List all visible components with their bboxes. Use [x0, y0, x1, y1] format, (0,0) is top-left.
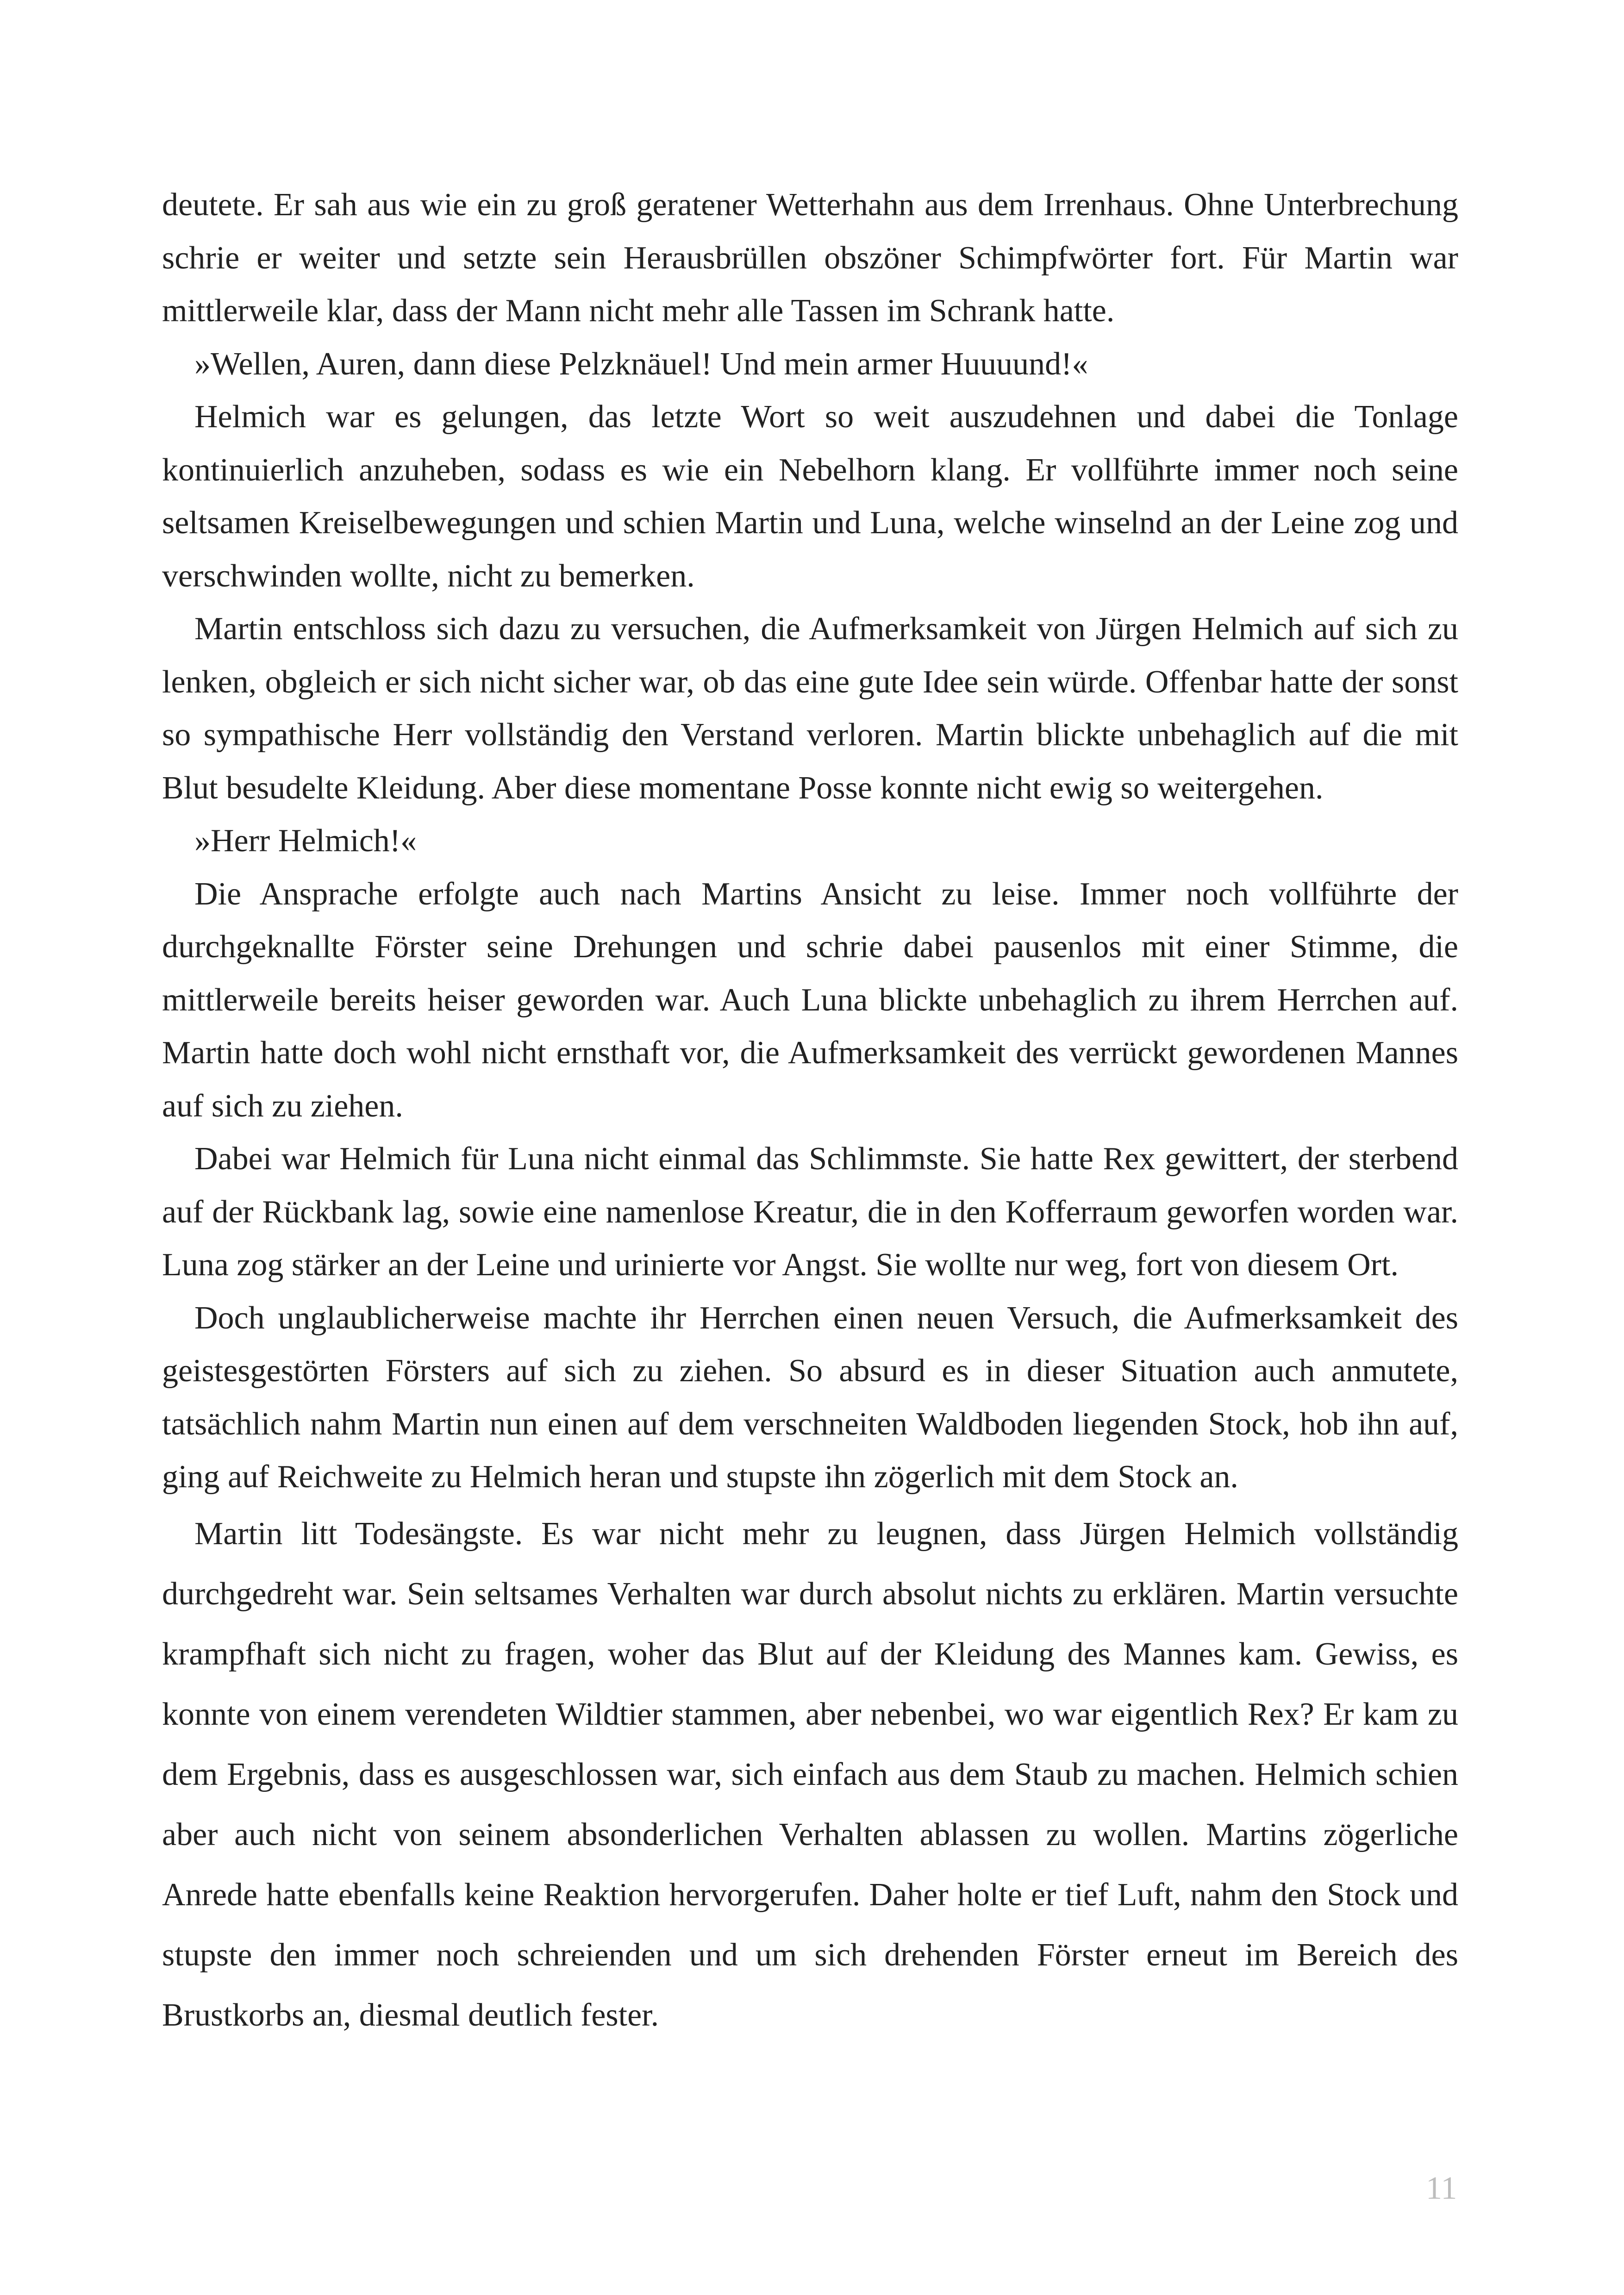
- paragraph: »Herr Helmich!«: [194, 823, 417, 859]
- body-text: [162, 179, 1458, 2046]
- paragraph: Die Ansprache erfolgte auch nach Martins Ansicht zu leise. Immer noch vollführte der durchgeknallte Förster seine Drehungen und schrie dabei pausenlos mit einer Stimme, die mittlerweile bereits heiser geworden war. Auch Luna blickte unbehaglich zu ihrem Herrchen auf. Martin hatte doch wohl nicht ernsthaft vor, die Aufmerksamkeit des verrückt gewordenen Mannes auf sich zu ziehen.: [162, 876, 1458, 1124]
- paragraph: »Wellen, Auren, dann diese Pelzknäuel! Und mein armer Huuuund!«: [194, 346, 1088, 382]
- paragraph: Helmich war es gelungen, das letzte Wort so weit auszudehnen und dabei die Tonlage kontinuierlich anzuheben, sodass es wie ein Nebelhorn klang. Er vollführte immer noch seine seltsamen Kreiselbewegungen und schien Martin und Luna, welche winselnd an der Leine zog und verschwinden wollte, nicht zu bemerken.: [162, 399, 1458, 594]
- paragraph: Doch unglaublicherweise machte ihr Herrchen einen neuen Versuch, die Aufmerksamkeit des geistesgestörten Försters auf sich zu ziehen. So absurd es in dieser Situation auch anmutete, tatsächlich nahm Martin nun einen auf dem verschneiten Waldboden liegenden Stock, hob ihn auf, ging auf Reichweite zu Helmich heran und stupste ihn zögerlich mit dem Stock an.: [162, 1300, 1458, 1495]
- paragraph: Dabei war Helmich für Luna nicht einmal das Schlimmste. Sie hatte Rex gewittert, der sterbend auf der Rückbank lag, sowie eine namenlose Kreatur, die in den Kofferraum geworfen worden war. Luna zog stärker an der Leine und urinierte vor Angst. Sie wollte nur weg, fort von diesem Ort.: [162, 1141, 1458, 1283]
- paragraph: deutete. Er sah aus wie ein zu groß geratener Wetterhahn aus dem Irrenhaus. Ohne Unterbrechung schrie er weiter und setzte sein Herausbrüllen obszöner Schimpfwörter fort. Für Martin war mittlerweile klar, dass der Mann nicht mehr alle Tassen im Schrank hatte.: [162, 187, 1458, 329]
- paragraph: Martin entschloss sich dazu zu versuchen, die Aufmerksamkeit von Jürgen Helmich auf sich zu lenken, obgleich er sich nicht sicher war, ob das eine gute Idee sein würde. Offenbar hatte der sonst so sympathische Herr vollständig den Verstand verloren. Martin blickte unbehaglich auf die mit Blut besudelte Kleidung. Aber diese momentane Posse konnte nicht ewig so weitergehen.: [162, 611, 1458, 806]
- page-number: 11: [1426, 2170, 1457, 2206]
- paragraph: Martin litt Todesängste. Es war nicht mehr zu leugnen, dass Jürgen Helmich vollständig durchgedreht war. Sein seltsames Verhalten war durch absolut nichts zu erklären. Martin versuchte krampfhaft sich nicht zu fragen, woher das Blut auf der Kleidung des Mannes kam. Gewiss, es konnte von einem verendeten Wildtier stammen, aber nebenbei, wo war eigentlich Rex? Er kam zu dem Ergebnis, dass es ausgeschlossen war, sich einfach aus dem Staub zu machen. Helmich schien aber auch nicht von seinem absonderlichen Verhalten ablassen zu wollen. Martins zögerliche Anrede hatte ebenfalls keine Reaktion hervorgerufen. Daher holte er tief Luft, nahm den Stock und stupste den immer noch schreienden und um sich drehenden Förster erneut im Bereich des Brustkorbs an, diesmal deutlich fester.: [162, 1515, 1458, 2033]
